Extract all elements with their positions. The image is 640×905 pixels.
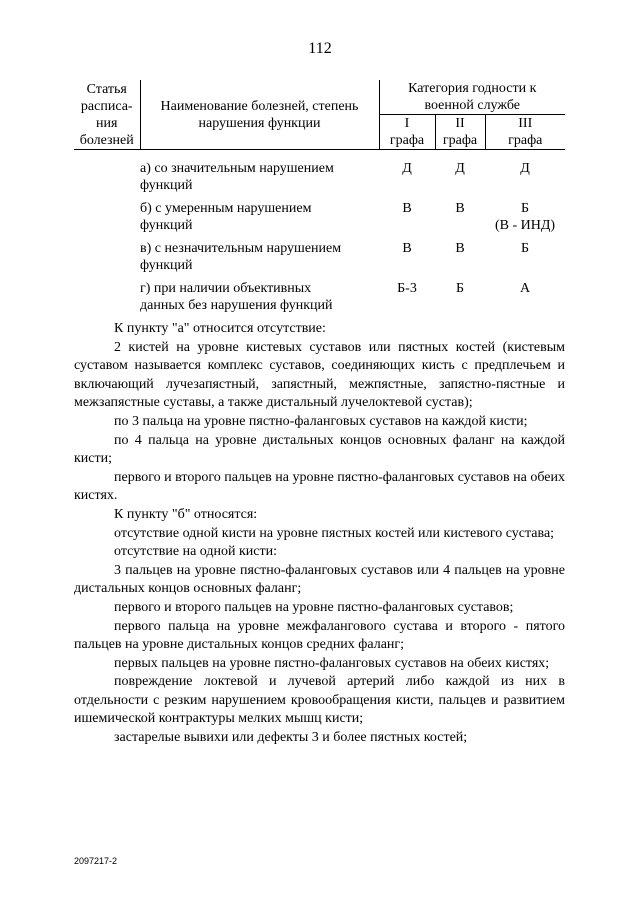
paragraph: первого пальца на уровне межфалангового сустава и второго - пятого пальцев на уровне дистальных концов средних фаланг; xyxy=(74,618,565,653)
paragraph: К пункту "б" относятся: xyxy=(114,506,258,522)
header-column-3 xyxy=(485,115,565,150)
paragraph: первых пальцев на уровне пястно-фаланговых суставов на обеих кистях; xyxy=(114,655,550,671)
paragraph: К пункту "а" относится отсутствие: xyxy=(114,321,326,336)
paragraph: повреждение локтевой и лучевой артерий либо каждой из них в отдельности с резким нарушением кровообращения кисти, пальцев и развитием ишемической контрактуры мелких мышц кисти; xyxy=(74,674,565,727)
header-column-label: графа xyxy=(508,133,543,148)
header-category-line: военной службе xyxy=(424,98,521,113)
header-disease-line: Наименование болезней, степень xyxy=(160,98,359,114)
paragraph: 2 кистей на уровне кистевых суставов или пястных костей (кистевым суставом называется комплекс суставов, соединяющих кисть с предплечьем и включающий лучезапястный, запястный, межпястные, запястно-пястные и межзапястные суставы, а также дистальный лучелоктевой сустав); xyxy=(74,339,565,411)
header-column-2 xyxy=(435,115,485,150)
table-row xyxy=(74,160,565,200)
row-name-line: г) при наличии объективных xyxy=(140,281,312,296)
header-column-numeral: I xyxy=(404,116,410,131)
table-row xyxy=(74,200,565,240)
row-grade-1: В xyxy=(402,201,412,216)
footer-code: 2097217-2 xyxy=(74,856,118,866)
header-article-line: болезней xyxy=(79,132,134,148)
row-disease-name xyxy=(140,280,374,314)
header-article-cell xyxy=(74,80,140,150)
header-column-1 xyxy=(379,115,435,150)
header-disease-name-cell xyxy=(140,80,379,150)
row-disease-name xyxy=(140,160,374,194)
row-grade-1: В xyxy=(402,241,412,256)
row-grade-2: В xyxy=(455,241,465,256)
body-text xyxy=(74,320,565,748)
page-number: 112 xyxy=(308,40,332,57)
row-name-line: а) со значительным нарушением xyxy=(140,161,334,176)
header-article-line: расписа- xyxy=(80,98,133,114)
row-grade-3 xyxy=(485,280,565,297)
header-column-numeral: II xyxy=(455,116,465,131)
row-disease-name xyxy=(140,240,374,274)
paragraph: по 3 пальца на уровне пястно-фаланговых суставов на каждой кисти; xyxy=(114,413,528,429)
row-name-line: данных без нарушения функций xyxy=(140,298,333,313)
row-grade-3-line: Б xyxy=(520,241,530,256)
row-grade-2: Б xyxy=(455,281,465,296)
header-category-cell xyxy=(379,80,565,115)
category-rows xyxy=(74,160,565,320)
row-name-line: функций xyxy=(140,178,193,193)
row-name-line: функций xyxy=(140,258,193,273)
paragraph: первого и второго пальцев на уровне пястно-фаланговых суставов; xyxy=(114,599,514,615)
paragraph: застарелые вывихи или дефекты 3 и более пястных костей; xyxy=(114,730,468,746)
header-article-line: ния xyxy=(96,115,118,131)
paragraph: отсутствие на одной кисти: xyxy=(114,544,277,560)
header-category-line: Категория годности к xyxy=(408,81,537,96)
header-article-line: Статья xyxy=(86,81,127,97)
paragraph: отсутствие одной кисти на уровне пястных костей или кистевого сустава; xyxy=(114,525,555,541)
row-grade-2: В xyxy=(455,201,465,216)
row-grade-3 xyxy=(485,200,565,234)
table-row xyxy=(74,280,565,320)
row-grade-3-line: Д xyxy=(520,161,530,176)
row-grade-2: Д xyxy=(455,161,465,176)
header-column-label: графа xyxy=(442,133,478,148)
row-grade-3 xyxy=(485,160,565,177)
row-grade-3-line: А xyxy=(519,281,531,296)
paragraph: первого и второго пальцев на уровне пястно-фаланговых суставов на обеих кистях. xyxy=(74,469,565,504)
category-table-header xyxy=(74,80,565,150)
row-name-line: функций xyxy=(140,218,193,233)
row-grade-3 xyxy=(485,240,565,257)
row-grade-3-line: (В - ИНД) xyxy=(494,218,556,233)
row-disease-name xyxy=(140,200,374,234)
row-name-line: в) с незначительным нарушением xyxy=(140,241,342,256)
row-name-line: б) с умеренным нарушением xyxy=(140,201,312,216)
header-disease-line: нарушения функции xyxy=(198,115,321,131)
row-grade-1: Б-3 xyxy=(397,281,417,296)
table-row xyxy=(74,240,565,280)
paragraph: 3 пальцев на уровне пястно-фаланговых суставов или 4 пальцев на уровне дистальных концов основных фаланг; xyxy=(74,562,565,597)
header-column-label: графа xyxy=(389,133,425,148)
paragraph: по 4 пальца на уровне дистальных концов основных фаланг на каждой кисти; xyxy=(74,432,565,467)
row-grade-3-line: Б xyxy=(520,201,530,216)
row-grade-1: Д xyxy=(402,161,412,176)
header-column-numeral: III xyxy=(518,116,533,131)
